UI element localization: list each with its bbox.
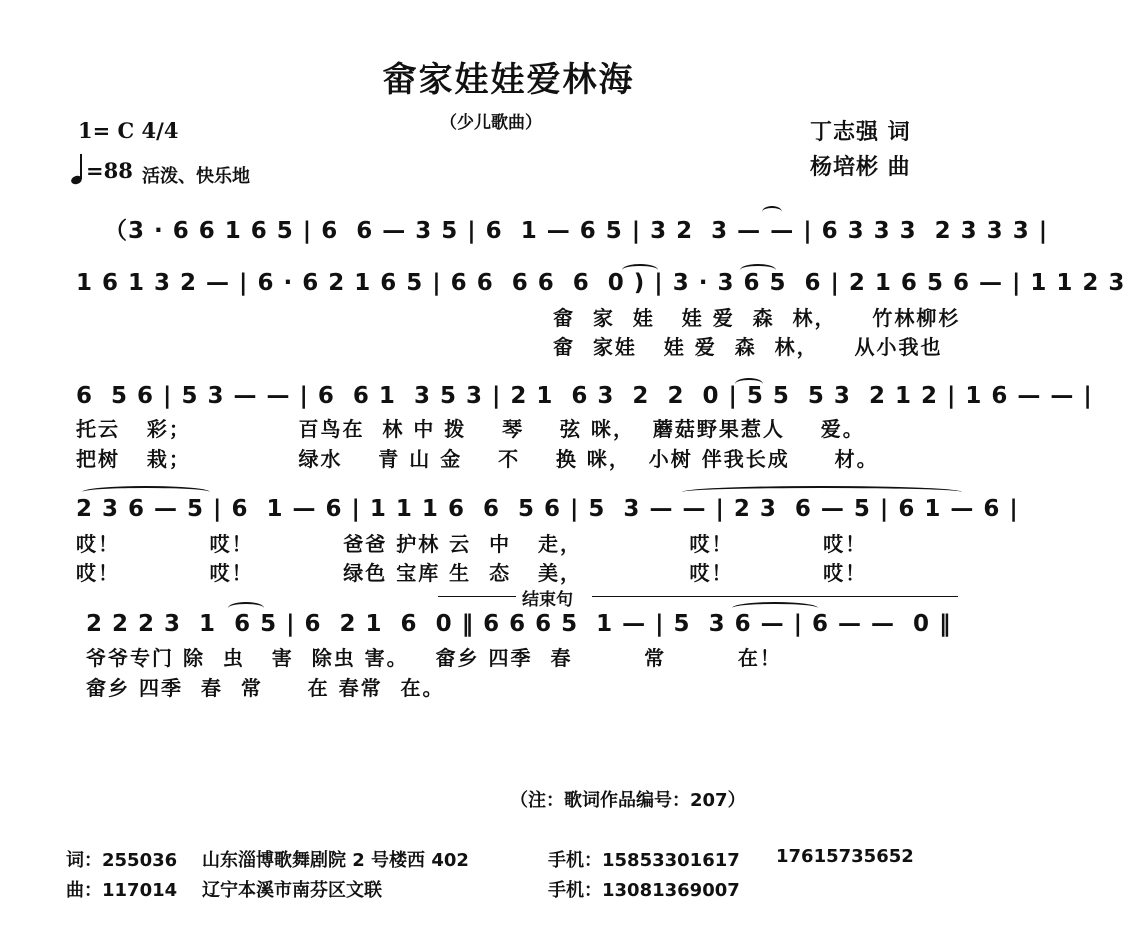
quarter-note-icon: [70, 152, 84, 186]
song-title: 畲家娃娃爱林海: [382, 60, 635, 100]
slur: [740, 264, 776, 276]
lyrics-line-4-verse-2: 哎！ 哎！ 绿色 宝库 生 态 美， 哎！ 哎！: [76, 561, 868, 585]
lyrics-line-2-verse-1: 畲 家 娃 娃 爱 森 林， 竹林柳杉: [553, 306, 961, 330]
ending-bracket-left: [438, 596, 516, 597]
tempo: =88: [86, 158, 133, 183]
score-line-5: 2 2 2 3 1 6 5 | 6 2 1 6 0 ‖ 6 6 6 5 1 — | 5 3 6 — | 6 — — 0 ‖: [86, 611, 952, 637]
lyricist-address: 山东淄博歌舞剧院 2 号楼西 402: [202, 850, 469, 871]
key-signature: 1= C 4/4: [78, 118, 179, 143]
song-subtitle: （少儿歌曲）: [440, 113, 542, 133]
slur: [622, 264, 658, 276]
lyrics-line-5-verse-2: 畲乡 四季 春 常 在 春常 在。: [86, 676, 445, 700]
composer-address: 辽宁本溪市南芬区文联: [202, 880, 382, 901]
ending-bracket-right: [592, 596, 958, 597]
score-line-3: 6 5 6 | 5 3 — — | 6 6 1 3 5 3 | 2 1 6 3 2 2 0 | 5 5 5 3 2 1 2 | 1 6 — — |: [76, 383, 1093, 409]
composer: 杨培彬 曲: [810, 154, 911, 180]
composer-phone: 手机：13081369007: [548, 880, 740, 901]
footnote: （注：歌词作品编号：207）: [510, 790, 746, 811]
lyrics-line-5-verse-1: 爷爷专门 除 虫 害 除虫 害。 畲乡 四季 春 常 在！: [86, 646, 782, 670]
score-line-2: 1 6 1 3 2 — | 6 · 6 2 1 6 5 | 6 6 6 6 6 0 ) | 3 · 3 6 5 6 | 2 1 6 5 6 — | 1 1 2 3: [76, 270, 1125, 296]
slur: [735, 378, 763, 390]
score-line-1: （3 · 6 6 1 6 5 | 6 6 — 3 5 | 6 1 — 6 5 | 3 2 3 — — | 6 3 3 3 2 3 3 3 |: [104, 218, 1049, 244]
lyrics-line-3-verse-2: 把树 栽； 绿水 青 山 金 不 换 咪， 小树 伴我长成 材。: [76, 447, 879, 471]
lyrics-line-4-verse-1: 哎！ 哎！ 爸爸 护林 云 中 走， 哎！ 哎！: [76, 532, 868, 556]
lyricist-phone-2: 17615735652: [776, 846, 914, 867]
lyricist: 丁志强 词: [810, 119, 911, 145]
lyricist-postcode: 词：255036: [66, 850, 178, 871]
lyrics-line-3-verse-1: 托云 彩； 百鸟在 林 中 拨 琴 弦 咪， 蘑菇野果惹人 爱。: [76, 417, 865, 441]
tempo-mark: 活泼、快乐地: [142, 166, 250, 187]
lyrics-line-2-verse-2: 畲 家娃 娃 爱 森 林， 从小我也: [553, 335, 943, 359]
composer-postcode: 曲：117014: [66, 880, 178, 901]
lyricist-phone: 手机：15853301617: [548, 850, 740, 871]
ending-label: 结束句: [522, 590, 573, 610]
score-line-4: 2 3 6 — 5 | 6 1 — 6 | 1 1 1 6 6 5 6 | 5 3 — — | 2 3 6 — 5 | 6 1 — 6 |: [76, 496, 1019, 522]
slur: [762, 206, 782, 218]
